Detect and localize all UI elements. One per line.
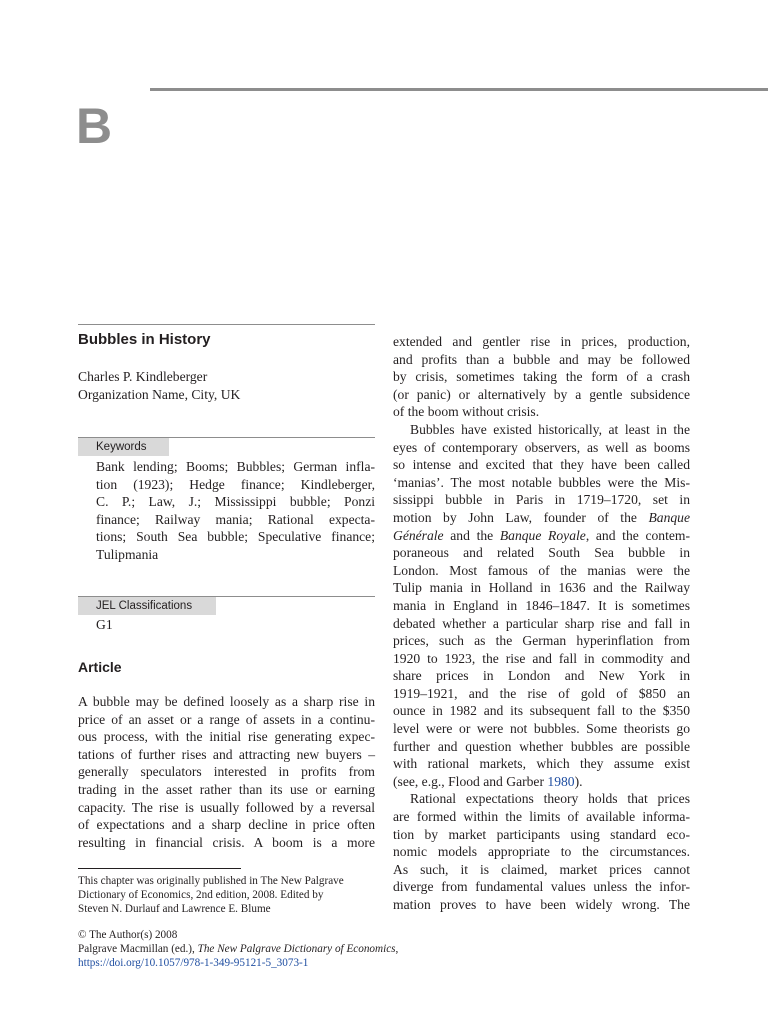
text-line: Bubbles have existed historically, at least in the <box>410 421 690 437</box>
text-run: , <box>395 943 399 956</box>
author-block <box>78 368 240 403</box>
publication-line <box>78 942 678 956</box>
text-line: 1920 to 1923, the rise and fall in commodity and <box>393 650 690 666</box>
article-left-column <box>78 693 375 851</box>
text-line: prices, such as the German hyperinflation from <box>393 633 690 649</box>
italic-text: Générale <box>393 527 444 543</box>
text-line: tations of further rises and attracting new buyers – <box>78 746 375 762</box>
text-line: poraneous and related South Sea bubble in <box>393 545 690 561</box>
copyright-block <box>78 928 678 971</box>
header-rule <box>150 88 768 91</box>
footnote-line: Steven N. Durlauf and Lawrence E. Blume <box>78 903 271 916</box>
keywords-line: finance; Railway mania; Rational expecta- <box>96 511 375 527</box>
italic-text: Banque Royale <box>499 527 586 543</box>
keywords-line: C. P.; Law, J.; Mississippi bubble; Ponzi <box>96 494 375 510</box>
text-line: and profits than a bubble and may be followed <box>393 351 690 367</box>
text-line: sissippi bubble in Paris in 1719–1720, set in <box>393 492 690 508</box>
text-line: (or panic) or alternatively by a gentle subsidence <box>393 386 690 402</box>
article-right-column <box>393 333 690 914</box>
text-line: ounce in 1982 and its subsequent fall to the $350 <box>393 703 690 719</box>
keywords-line: Tulipmania <box>96 546 159 562</box>
doi-link[interactable]: https://doi.org/10.1057/978-1-349-95121-5_3073-1 <box>78 957 309 970</box>
text-line: debated whether a particular sharp rise and fall in <box>393 615 690 631</box>
text-run: ). <box>574 773 583 789</box>
book-title: The New Palgrave Dictionary of Economics <box>197 943 396 956</box>
text-line: by crisis, sometimes taking the form of a crash <box>393 369 690 385</box>
text-line: of the boom without crisis. <box>393 404 540 420</box>
author-affiliation: Organization Name, City, UK <box>78 386 241 402</box>
text-run: (see, e.g., Flood and Garber <box>393 773 548 789</box>
jel-code: G1 <box>96 617 113 632</box>
text-run: motion by John Law, founder of the <box>393 509 649 525</box>
text-line: diverge from fundamental values unless the infor- <box>393 879 690 895</box>
text-line <box>393 509 690 527</box>
text-line: As such, it is claimed, market prices cannot <box>393 861 690 877</box>
text-line: mation proves to have been widely wrong. The <box>393 897 690 912</box>
keywords-list <box>96 458 375 564</box>
text-line <box>393 527 690 545</box>
text-line <box>393 773 690 791</box>
text-line: extended and gentler rise in prices, production, <box>393 334 690 349</box>
keywords-line: tions; South Sea bubble; Speculative finance; <box>96 529 375 545</box>
text-line: trading in the asset rather than its use or earning <box>78 781 375 797</box>
text-line: ‘manias’. The most notable bubbles were the Mis- <box>393 474 690 490</box>
author-name: Charles P. Kindleberger <box>78 369 208 384</box>
footnote-line: This chapter was originally published in The New Palgrave <box>78 875 344 887</box>
text-line: tion by market participants using standard eco- <box>393 826 690 842</box>
footnote <box>78 874 375 917</box>
keywords-line: tion (1923); Hedge finance; Kindleberger, <box>96 476 375 492</box>
text-line: nomic models appropriate to the circumstances. <box>393 844 690 860</box>
text-line: ous process, with the initial rise generating expec- <box>78 729 375 745</box>
text-line: are formed within the limits of available informa- <box>393 809 690 825</box>
text-run: Palgrave Macmillan (ed.), <box>78 943 198 956</box>
entry-title: Bubbles in History <box>78 331 211 348</box>
text-line: A bubble may be defined loosely as a sharp rise in <box>78 694 375 709</box>
text-line: 1919–1921, and the rise of gold of $850 an <box>393 685 690 701</box>
text-line: with rational markets, which they assume exist <box>393 756 690 772</box>
footnote-rule <box>78 868 241 869</box>
citation-link[interactable]: 1980 <box>547 773 575 789</box>
keywords-line: Bank lending; Booms; Bubbles; German infla- <box>96 459 375 474</box>
article-heading: Article <box>78 659 122 675</box>
keywords-heading: Keywords <box>78 438 169 456</box>
text-line: price of an asset or a range of assets in a continu- <box>78 711 375 727</box>
text-line: share prices in London and New York in <box>393 668 690 684</box>
jel-heading: JEL Classifications <box>78 597 216 615</box>
text-line: level were or were not bubbles. Some theorists go <box>393 721 690 737</box>
copyright-line: © The Author(s) 2008 <box>78 929 178 941</box>
text-line: resulting in financial crisis. A boom is a more <box>78 834 375 850</box>
section-letter: B <box>76 98 113 154</box>
text-line: of expectations and a sharp decline in price often <box>78 817 375 833</box>
text-line: capacity. The rise is usually followed by a reversal <box>78 799 375 815</box>
text-line: further and question whether bubbles are possible <box>393 738 690 754</box>
text-line: Rational expectations theory holds that prices <box>410 791 690 807</box>
title-rule <box>78 324 375 325</box>
text-run: and the <box>443 527 500 543</box>
text-line: London. Most famous of the manias were the <box>393 562 690 578</box>
text-line: mania in England in 1846–1847. It is sometimes <box>393 597 690 613</box>
footnote-line: Dictionary of Economics, 2nd edition, 2008. Edited by <box>78 889 324 902</box>
text-line: Tulip mania in Holland in 1636 and the Railway <box>393 580 690 596</box>
text-line: so intense and excited that they have been called <box>393 457 690 473</box>
text-line: eyes of contemporary observers, as well as booms <box>393 439 690 455</box>
text-line: generally speculators interested in profits from <box>78 764 375 780</box>
italic-text: Banque <box>648 509 690 525</box>
text-run: , and the contem- <box>585 527 691 543</box>
